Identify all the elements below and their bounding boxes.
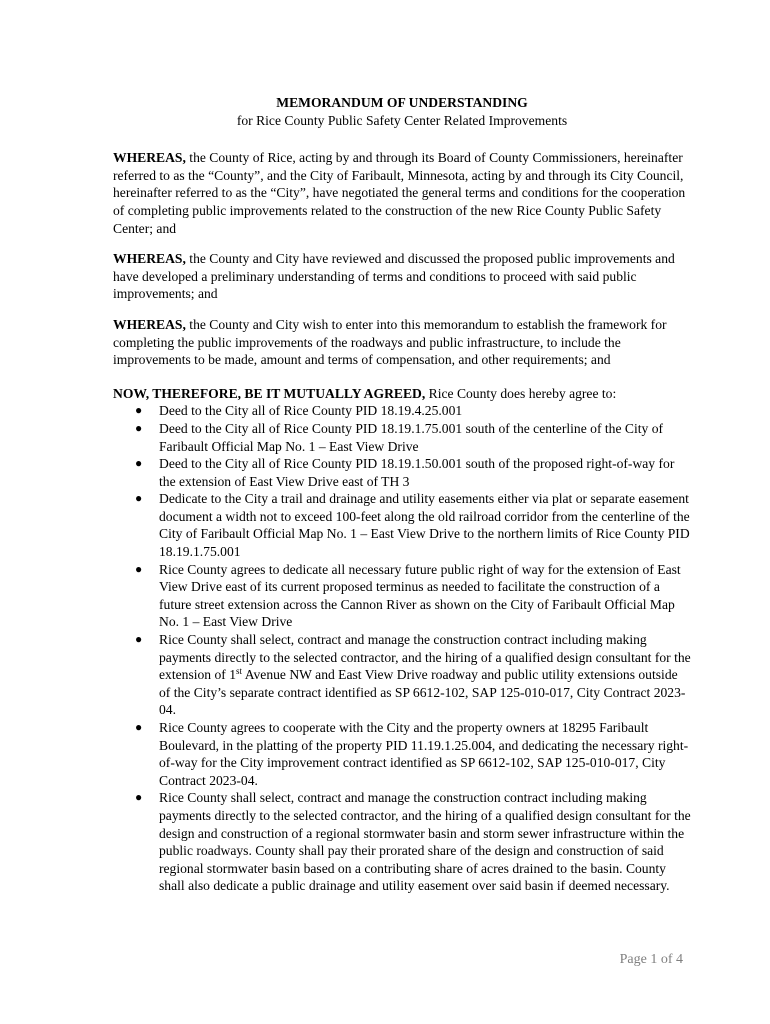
whereas-paragraph-2 xyxy=(113,250,691,303)
document-title: MEMORANDUM OF UNDERSTANDING xyxy=(276,95,528,110)
bullet-icon: ● xyxy=(135,456,143,471)
whereas-label: WHEREAS, xyxy=(113,150,186,166)
bullet-icon: ● xyxy=(135,561,143,576)
whereas-paragraph-3 xyxy=(113,316,691,369)
agreed-text: Rice County does hereby agree to: xyxy=(425,385,617,401)
list-item-text-after: Avenue NW and East View Drive roadway and public utility extensions outside of the City’s separate contract identified as SP 6612-102, SAP 125-010-017, City Contract 2023-04. xyxy=(159,667,686,718)
page-number: Page 1 of 4 xyxy=(619,952,683,967)
list-item-text: Rice County agrees to dedicate all necessary future public right of way for the extension of East View Drive east of its current proposed terminus as needed to facilitate the construction of a future street extension across the Cannon River as shown on the City of Faribault Official Map No. 1 – East View Drive xyxy=(159,561,681,630)
whereas-paragraph-1 xyxy=(113,149,691,237)
whereas-text: the County of Rice, acting by and through its Board of County Commissioners, hereinafter referred to as the “County”, and the City of Faribault, Minnesota, acting by and through its City Council, hereinafter referred to as the “City”, have negotiated the general terms and conditions for the cooperation of completing public improvements related to the construction of the new Rice County Public Safety Center; and xyxy=(113,150,686,236)
list-item xyxy=(113,789,691,895)
bullet-icon: ● xyxy=(135,632,143,647)
whereas-label: WHEREAS, xyxy=(113,316,186,332)
agreed-paragraph xyxy=(113,385,691,403)
list-item-text: Deed to the City all of Rice County PID 18.19.1.75.001 south of the centerline of the City of Faribault Official Map No. 1 – East View Drive xyxy=(159,420,664,454)
bullet-icon: ● xyxy=(135,720,143,734)
list-item xyxy=(113,455,691,490)
title-block xyxy=(113,94,691,129)
document-body xyxy=(113,94,691,895)
agreed-label: NOW, THEREFORE, BE IT MUTUALLY AGREED, xyxy=(113,385,426,401)
whereas-text: the County and City wish to enter into this memorandum to establish the framework for completing the public improvements of the roadways and public infrastructure, to include the improvements to be made, amount and terms of compensation, and other requirements; and xyxy=(113,316,667,368)
whereas-text: the County and City have reviewed and discussed the proposed public improvements and have developed a preliminary understanding of terms and conditions to proceed with said public improvements; and xyxy=(113,251,675,302)
bullet-icon: ● xyxy=(135,420,143,435)
ordinal-suffix: st xyxy=(236,666,243,677)
document-subtitle: for Rice County Public Safety Center Related Improvements xyxy=(236,112,568,128)
bullet-icon: ● xyxy=(135,491,143,506)
list-item-text: Rice County agrees to cooperate with the City and the property owners at 18295 Faribault Boulevard, in the platting of the property PID 11.19.1.25.004, and dedicating the necessary right-of-way for the City improvement contract identified as SP 6612-102, SAP 125-010-017, City Contract 2023-04. xyxy=(159,720,689,788)
list-item-text: Deed to the City all of Rice County PID 18.19.1.50.001 south of the proposed right-of-way for the extension of East View Drive east of TH 3 xyxy=(159,456,675,489)
bullet-icon: ● xyxy=(135,790,143,805)
list-item xyxy=(113,719,691,789)
bullet-icon: ● xyxy=(135,403,143,418)
whereas-label: WHEREAS, xyxy=(113,251,186,267)
list-item xyxy=(113,631,691,719)
list-item xyxy=(113,561,691,631)
list-item xyxy=(113,420,691,455)
list-item-text-before: Rice County shall select, contract and manage the construction contract including making payments directly to the selected contractor, and the hiring of a qualified design consultant for the extension of 1 xyxy=(159,632,691,683)
agreement-list xyxy=(113,402,691,895)
list-item-text: Rice County shall select, contract and manage the construction contract including making payments directly to the selected contractor, and the hiring of a qualified design consultant for the design and construction of a regional stormwater basin and storm sewer infrastructure within the public roadways. County shall pay their prorated share of the design and construction of said regional stormwater basin based on a contributing share of acres drained to the basin. County shall also dedicate a public drainage and utility easement over said basin if deemed necessary. xyxy=(159,790,691,894)
list-item xyxy=(113,402,691,420)
list-item xyxy=(113,490,691,560)
list-item-text: Deed to the City all of Rice County PID 18.19.4.25.001 xyxy=(159,403,463,419)
list-item-text: Dedicate to the City a trail and drainage and utility easements either via plat or separate easement document a width not to exceed 100-feet along the old railroad corridor from the centerline of the City of Faribault Official Map No. 1 – East View Drive to the northern limits of Rice County PID 18.19.1.75.001 xyxy=(159,491,690,560)
